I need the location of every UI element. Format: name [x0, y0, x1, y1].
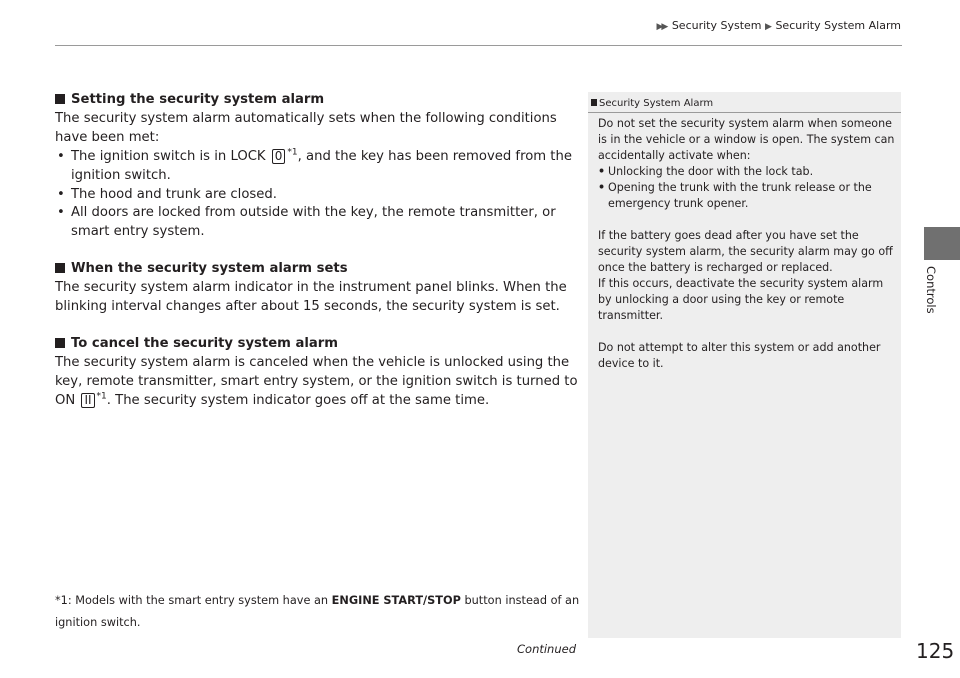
- list-item: • All doors are locked from outside with the key, the remote transmitter, or smart entry system.: [55, 204, 580, 242]
- breadcrumb: [656, 19, 901, 32]
- section-tab: [924, 227, 960, 260]
- button-name: ENGINE START/STOP: [331, 594, 461, 607]
- paragraph: Do not set the security system alarm when someone is in the vehicle or a window is open. The system can accidentally activate when:: [598, 117, 895, 162]
- square-bullet-icon: [55, 263, 65, 273]
- page-number: 125: [916, 639, 955, 663]
- section-heading: Setting the security system alarm: [55, 91, 580, 110]
- ignition-position-icon: II: [81, 393, 94, 408]
- footnote-ref: *1: [96, 391, 107, 402]
- paragraph: The security system alarm indicator in the instrument panel blinks. When the blinking interval changes after about 15 seconds, the security system is set.: [55, 280, 567, 315]
- paragraph: If this occurs, deactivate the security system alarm by unlocking a door using the key or remote transmitter.: [598, 277, 884, 322]
- ignition-position-icon: 0: [272, 149, 286, 164]
- section-label-text: Controls: [924, 266, 938, 314]
- continued-label: Continued: [517, 642, 577, 656]
- section-heading: When the security system alarm sets: [55, 260, 580, 279]
- list-item: • The ignition switch is in LOCK 0 $^{*1}$, and the key has been removed from the ignition switch.: [55, 148, 580, 186]
- triangle-right-icon: ▶: [765, 22, 772, 32]
- header-rule: [55, 45, 902, 46]
- paragraph: If the battery goes dead after you have set the security system alarm, the security alarm may go off once the battery is recharged or replaced.: [598, 229, 893, 274]
- triangle-right-icon: ▶: [661, 22, 669, 32]
- square-bullet-icon: [55, 338, 65, 348]
- main-content: [55, 91, 580, 411]
- footnote-ref: *1: [287, 147, 298, 158]
- note-marker-icon: [591, 99, 597, 106]
- triangle-right-icon: ▶: [656, 22, 664, 32]
- footnote: *1: Models with the smart entry system have an ENGINE START/STOP button instead of an ignition switch.: [55, 594, 580, 629]
- sidebar-title: Security System Alarm: [588, 96, 901, 113]
- section-label: [924, 266, 938, 326]
- sidebar-body: [598, 116, 896, 372]
- paragraph: Do not attempt to alter this system or add another device to it.: [598, 341, 881, 370]
- square-bullet-icon: [55, 94, 65, 104]
- breadcrumb-item-security-system[interactable]: Security System: [671, 19, 762, 32]
- list-item: • The hood and trunk are closed.: [55, 186, 580, 205]
- list-item: • Unlocking the door with the lock tab.: [598, 164, 896, 180]
- section-heading: To cancel the security system alarm: [55, 335, 580, 354]
- list-item: • Opening the trunk with the trunk release or the emergency trunk opener.: [598, 180, 896, 212]
- paragraph: The security system alarm is canceled when the vehicle is unlocked using the key, remote transmitter, smart entry system, or the ignition switch is turned to ON II $^{*1}$. The security system indicator goes off at the same time.: [55, 354, 578, 408]
- sidebar-note: [588, 92, 901, 638]
- paragraph: The security system alarm automatically sets when the following conditions have been met:: [55, 110, 557, 145]
- breadcrumb-item-security-system-alarm[interactable]: Security System Alarm: [775, 19, 901, 32]
